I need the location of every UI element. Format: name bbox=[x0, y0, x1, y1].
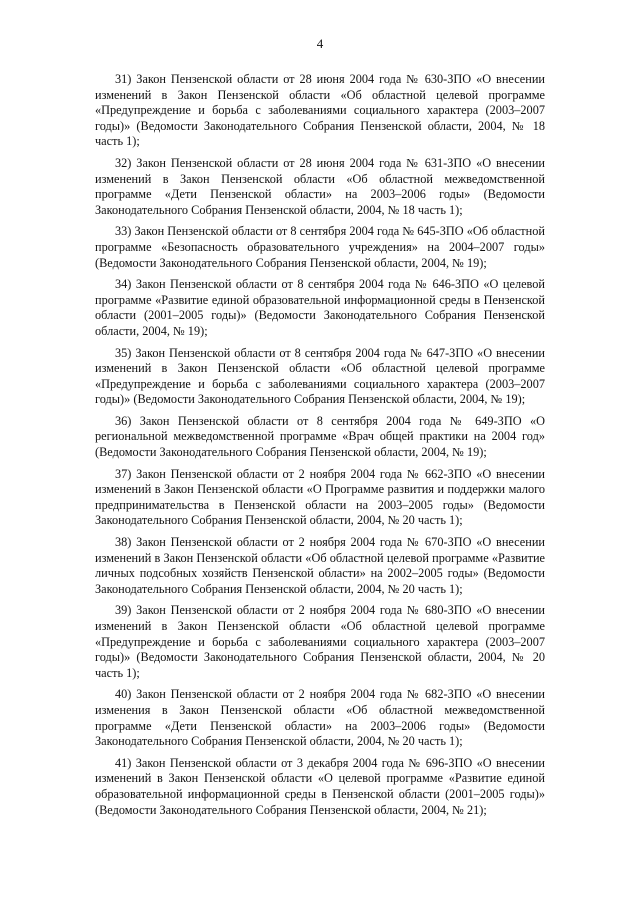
law-item-34: 34) Закон Пензенской области от 8 сентября 2004 года № 646-ЗПО «О целевой программе «Развитие единой образовательной информационной среды в Пензенской области (2001–2005 годы)» (Ведомости Законодательного Собрания Пензенской области, 2004, № 19); bbox=[95, 277, 545, 338]
law-list bbox=[95, 72, 545, 824]
law-item-36: 36) Закон Пензенской области от 8 сентября 2004 года № 649-ЗПО «О региональной межведомственной программе «Врач общей практики на 2004 год» (Ведомости Законодательного Собрания Пензенской области, 2004, № 19); bbox=[95, 413, 545, 460]
law-item-31: 31) Закон Пензенской области от 28 июня 2004 года № 630-ЗПО «О внесении изменений в Закон Пензенской области «Об областной целевой программе «Предупреждение и борьба с заболеваниями социального характера (2003–2007 годы)» (Ведомости Законодательного Собрания Пензенской области, 2004, № 18 часть 1); bbox=[95, 72, 545, 149]
law-item-35: 35) Закон Пензенской области от 8 сентября 2004 года № 647-ЗПО «О внесении изменений в Закон Пензенской области «Об областной целевой программе «Предупреждение и борьба с заболеваниями социального характера (2003–2007 годы)» (Ведомости Законодательного Собрания Пензенской области, 2004, № 19); bbox=[95, 345, 545, 407]
law-item-40: 40) Закон Пензенской области от 2 ноября 2004 года № 682-ЗПО «О внесении изменения в Закон Пензенской области «Об областной межведомственной программе «Дети Пензенской области» на 2003–2006 годы» (Ведомости Законодательного Собрания Пензенской области, 2004, № 20 часть 1); bbox=[95, 687, 545, 749]
law-item-38: 38) Закон Пензенской области от 2 ноября 2004 года № 670-ЗПО «О внесении изменений в Закон Пензенской области «Об областной целевой программе «Развитие личных подсобных хозяйств Пензенской области» на 2002–2005 годы» (Ведомости Законодательного Собрания Пензенской области, 2004, № 20 часть 1); bbox=[95, 535, 545, 596]
law-item-32: 32) Закон Пензенской области от 28 июня 2004 года № 631-ЗПО «О внесении изменений в Закон Пензенской области «Об областной межведомственной программе «Дети Пензенской области» на 2003–2006 годы» (Ведомости Законодательного Собрания Пензенской области, 2004, № 18 часть 1); bbox=[95, 155, 545, 217]
law-item-39: 39) Закон Пензенской области от 2 ноября 2004 года № 680-ЗПО «О внесении изменений в Закон Пензенской области «Об областной целевой программе «Предупреждение и борьба с заболеваниями социального характера (2003–2007 годы)» (Ведомости Законодательного Собрания Пензенской области, 2004, № 20 часть 1); bbox=[95, 603, 545, 680]
law-item-41: 41) Закон Пензенской области от 3 декабря 2004 года № 696-ЗПО «О внесении изменений в Закон Пензенской области «О целевой программе «Развитие единой образовательной информационной среды в Пензенской области (2001–2005 годы)» (Ведомости Законодательного Собрания Пензенской области, 2004, № 21); bbox=[95, 755, 545, 817]
law-item-33: 33) Закон Пензенской области от 8 сентября 2004 года № 645-ЗПО «Об областной программе «Безопасность образовательного учреждения» на 2004–2007 годы» (Ведомости Законодательного Собрания Пензенской области, 2004, № 19); bbox=[95, 224, 545, 270]
law-item-37: 37) Закон Пензенской области от 2 ноября 2004 года № 662-ЗПО «О внесении изменений в Закон Пензенской области «О Программе развития и поддержки малого предпринимательства в Пензенской области на 2003–2005 годы» (Ведомости Законодательного Собрания Пензенской области, 2004, № 20 часть 1); bbox=[95, 466, 545, 528]
page-number: 4 bbox=[316, 36, 324, 51]
